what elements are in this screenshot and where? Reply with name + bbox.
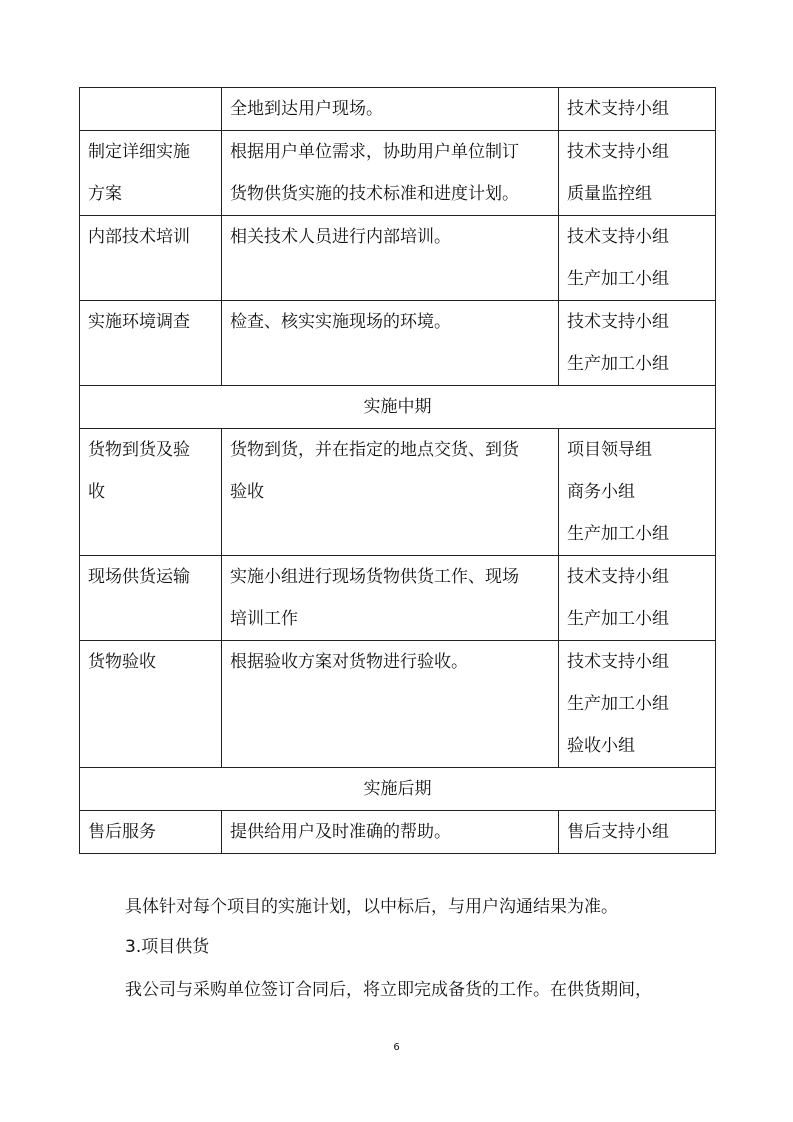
task-cell — [80, 641, 222, 768]
task-cell — [80, 811, 222, 854]
table-row — [80, 88, 716, 131]
responsible-groups-line: 技术支持小组 — [567, 142, 669, 162]
responsible-groups-line: 售后支持小组 — [567, 822, 669, 842]
section-heading: 3.项目供货 — [125, 937, 210, 957]
task-cell — [80, 88, 222, 131]
implementation-plan-table-body — [80, 88, 716, 854]
description-cell — [222, 556, 559, 641]
task-line: 现场供货运输 — [88, 567, 190, 587]
responsible-groups-line: 生产加工小组 — [567, 269, 669, 289]
table-row — [80, 301, 716, 386]
description-line: 相关技术人员进行内部培训。 — [230, 227, 451, 247]
description-cell — [222, 641, 559, 768]
description-line: 培训工作 — [230, 609, 298, 629]
task-cell — [80, 216, 222, 301]
description-line: 根据验收方案对货物进行验收。 — [230, 652, 468, 672]
task-line: 货物到货及验 — [88, 440, 190, 460]
task-cell — [80, 131, 222, 216]
phase-row — [80, 386, 716, 429]
phase-label: 实施中期 — [80, 386, 716, 429]
responsible-groups-cell — [559, 429, 716, 556]
responsible-groups-line: 技术支持小组 — [567, 652, 669, 672]
supply-paragraph: 我公司与采购单位签订合同后，将立即完成备货的工作。在供货期间， — [125, 980, 652, 1000]
description-line: 提供给用户及时准确的帮助。 — [230, 822, 451, 842]
task-line: 售后服务 — [88, 822, 156, 842]
task-line: 实施环境调查 — [88, 312, 190, 332]
responsible-groups-line: 项目领导组 — [567, 440, 652, 460]
table-row — [80, 216, 716, 301]
description-cell — [222, 131, 559, 216]
task-line: 收 — [88, 482, 105, 502]
phase-label: 实施后期 — [80, 768, 716, 811]
description-cell — [222, 88, 559, 131]
responsible-groups-cell — [559, 556, 716, 641]
description-line: 全地到达用户现场。 — [230, 99, 383, 119]
responsible-groups-line: 生产加工小组 — [567, 694, 669, 714]
description-line: 货物到货，并在指定的地点交货、到货 — [230, 440, 519, 460]
responsible-groups-line: 商务小组 — [567, 482, 635, 502]
task-cell — [80, 556, 222, 641]
responsible-groups-cell — [559, 641, 716, 768]
responsible-groups-line: 验收小组 — [567, 736, 635, 756]
description-line: 根据用户单位需求，协助用户单位制订 — [230, 142, 519, 162]
table-row — [80, 641, 716, 768]
responsible-groups-cell — [559, 88, 716, 131]
task-line: 方案 — [88, 184, 122, 204]
description-cell — [222, 429, 559, 556]
table-row — [80, 131, 716, 216]
table-row — [80, 429, 716, 556]
description-line: 验收 — [230, 482, 264, 502]
description-cell — [222, 301, 559, 386]
description-line: 实施小组进行现场货物供货工作、现场 — [230, 567, 519, 587]
phase-row — [80, 768, 716, 811]
implementation-plan-table — [79, 87, 716, 854]
responsible-groups-cell — [559, 301, 716, 386]
description-line: 货物供货实施的技术标准和进度计划。 — [230, 184, 519, 204]
responsible-groups-line: 技术支持小组 — [567, 567, 669, 587]
responsible-groups-line: 生产加工小组 — [567, 354, 669, 374]
implementation-note: 具体针对每个项目的实施计划，以中标后，与用户沟通结果为准。 — [125, 897, 618, 917]
task-cell — [80, 429, 222, 556]
responsible-groups-cell — [559, 131, 716, 216]
responsible-groups-line: 技术支持小组 — [567, 99, 669, 119]
task-line: 内部技术培训 — [88, 227, 190, 247]
task-line: 货物验收 — [88, 652, 156, 672]
responsible-groups-cell — [559, 811, 716, 854]
responsible-groups-line: 质量监控组 — [567, 184, 652, 204]
table-row — [80, 811, 716, 854]
responsible-groups-line: 技术支持小组 — [567, 312, 669, 332]
table-row — [80, 556, 716, 641]
description-cell — [222, 811, 559, 854]
task-cell — [80, 301, 222, 386]
task-line: 制定详细实施 — [88, 142, 190, 162]
page-number: 6 — [393, 1042, 400, 1053]
responsible-groups-line: 技术支持小组 — [567, 227, 669, 247]
description-line: 检查、核实实施现场的环境。 — [230, 312, 451, 332]
description-cell — [222, 216, 559, 301]
responsible-groups-line: 生产加工小组 — [567, 609, 669, 629]
responsible-groups-line: 生产加工小组 — [567, 524, 669, 544]
responsible-groups-cell — [559, 216, 716, 301]
